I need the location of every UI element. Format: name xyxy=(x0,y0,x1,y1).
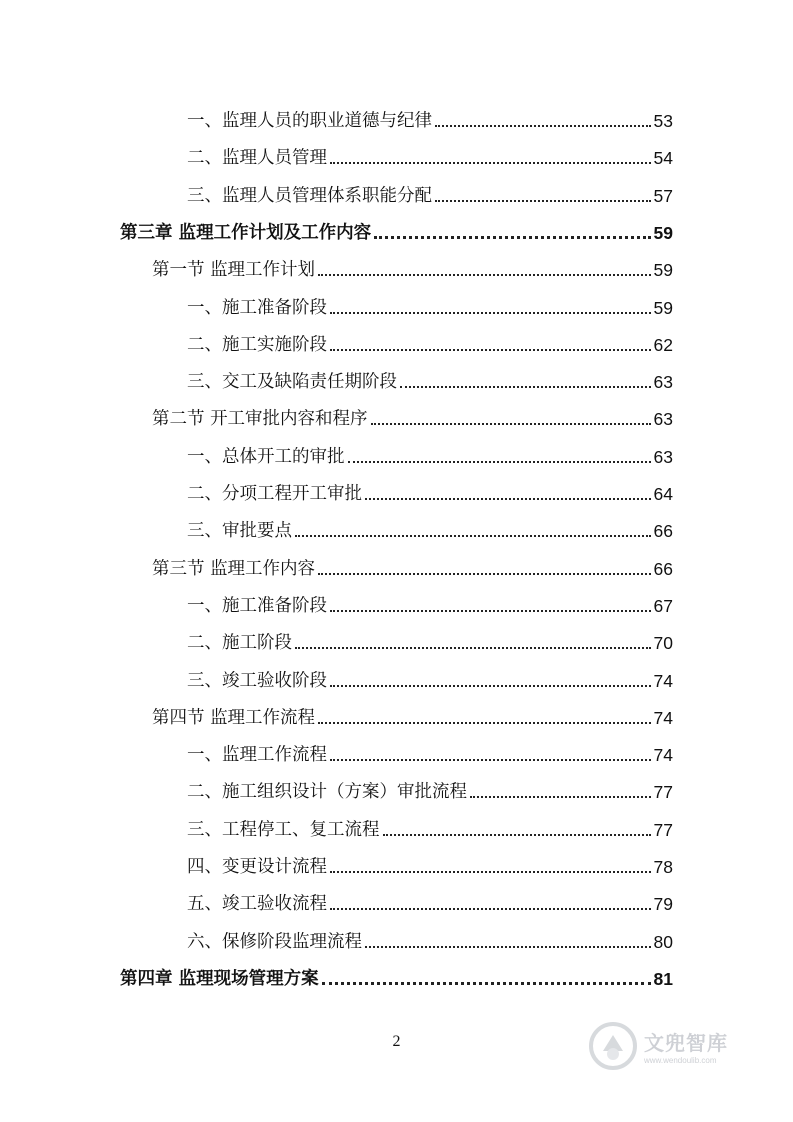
toc-entry-title: 二、施工实施阶段 xyxy=(187,334,327,355)
toc-entry[interactable] xyxy=(187,291,673,319)
toc-leader-dots xyxy=(330,312,651,314)
toc-entry-title: 三、工程停工、复工流程 xyxy=(187,819,380,840)
toc-entry[interactable] xyxy=(187,328,673,356)
toc-entry-title: 第二节 开工审批内容和程序 xyxy=(152,409,368,430)
toc-leader-dots xyxy=(330,349,651,351)
toc-entry-title: 三、监理人员管理体系职能分配 xyxy=(187,185,432,206)
toc-entry-page: 80 xyxy=(653,931,673,952)
toc-entry[interactable] xyxy=(187,440,673,468)
toc-entry[interactable] xyxy=(187,813,673,841)
toc-entry-page: 63 xyxy=(653,372,673,393)
toc-leader-dots xyxy=(383,834,651,836)
toc-entry-title: 一、施工准备阶段 xyxy=(187,297,327,318)
toc-entry-page: 54 xyxy=(653,148,673,169)
toc-leader-dots xyxy=(365,946,651,948)
toc-entry-title: 一、施工准备阶段 xyxy=(187,595,327,616)
toc-entry-title: 第三节 监理工作内容 xyxy=(152,558,316,579)
toc-entry[interactable] xyxy=(187,887,673,915)
toc-entry-page: 64 xyxy=(653,484,673,504)
toc-entry-page: 59 xyxy=(653,260,673,281)
toc-leader-dots xyxy=(371,423,651,425)
toc-leader-dots xyxy=(295,535,651,537)
toc-entry-title: 第一节 监理工作计划 xyxy=(152,260,316,281)
toc-entry[interactable] xyxy=(187,850,673,878)
toc-entry-page: 74 xyxy=(653,745,673,766)
toc-entry-page: 59 xyxy=(653,222,673,243)
toc-leader-dots xyxy=(435,200,651,202)
toc-entry-page: 66 xyxy=(653,521,673,542)
toc-entry-title: 一、监理人员的职业道德与纪律 xyxy=(187,111,432,131)
toc-leader-dots xyxy=(348,461,651,463)
toc-entry[interactable] xyxy=(120,216,673,244)
toc-leader-dots xyxy=(318,722,650,724)
toc-entry-page: 77 xyxy=(653,819,673,840)
toc-entry-title: 三、交工及缺陷责任期阶段 xyxy=(187,372,397,393)
toc-entry-title: 二、施工阶段 xyxy=(187,633,292,654)
toc-entry[interactable] xyxy=(187,141,673,169)
toc-entry[interactable] xyxy=(120,962,673,990)
toc-entry[interactable] xyxy=(152,253,673,281)
toc-entry-title: 一、总体开工的审批 xyxy=(187,446,345,467)
toc-entry[interactable] xyxy=(187,179,673,207)
toc-leader-dots xyxy=(330,908,651,910)
toc-leader-dots xyxy=(318,274,650,276)
toc-entry-page: 63 xyxy=(653,409,673,430)
toc-entry[interactable] xyxy=(187,775,673,803)
toc-entry-page: 62 xyxy=(653,334,673,355)
toc-entry-title: 第四节 监理工作流程 xyxy=(152,707,316,728)
toc-entry-page: 78 xyxy=(653,857,673,877)
toc-entry[interactable] xyxy=(187,514,673,542)
toc-leader-dots xyxy=(322,982,651,985)
toc-entry-page: 70 xyxy=(653,633,673,654)
toc-entry-title: 四、变更设计流程 xyxy=(187,857,327,877)
toc-entry[interactable] xyxy=(152,701,673,729)
toc-entry-page: 74 xyxy=(653,670,673,691)
toc-entry[interactable] xyxy=(187,925,673,953)
toc-leader-dots xyxy=(400,386,651,388)
toc-leader-dots xyxy=(330,610,651,612)
toc-leader-dots xyxy=(374,236,650,239)
toc-entry-page: 63 xyxy=(653,446,673,467)
toc-entry-page: 59 xyxy=(653,297,673,318)
toc-entry-page: 79 xyxy=(653,894,673,915)
toc-leader-dots xyxy=(470,796,651,798)
toc-entry-page: 67 xyxy=(653,595,673,616)
toc-leader-dots xyxy=(330,685,651,687)
watermark-subtitle: www.wendoulib.com xyxy=(644,1056,717,1065)
toc-entry-title: 第三章 监理工作计划及工作内容 xyxy=(120,222,372,243)
toc-entry-title: 第四章 监理现场管理方案 xyxy=(120,968,319,989)
toc-entry-page: 74 xyxy=(653,707,673,728)
toc-leader-dots xyxy=(435,125,651,127)
toc-leader-dots xyxy=(365,498,651,500)
toc-entry-page: 81 xyxy=(653,968,673,989)
toc-leader-dots xyxy=(295,647,651,649)
page-number: 2 xyxy=(392,1033,401,1050)
watermark-title: 文兜智库 xyxy=(644,1031,728,1055)
watermark-logo-icon xyxy=(588,1021,638,1071)
toc-leader-dots xyxy=(330,162,651,164)
toc-entry[interactable] xyxy=(187,664,673,692)
toc-entry-page: 53 xyxy=(653,111,673,131)
toc-entry[interactable] xyxy=(187,477,673,505)
toc-entry[interactable] xyxy=(187,738,673,766)
toc-leader-dots xyxy=(330,759,651,761)
toc-entry-page: 77 xyxy=(653,782,673,803)
toc-entry[interactable] xyxy=(187,365,673,393)
toc-entry-title: 二、施工组织设计（方案）审批流程 xyxy=(187,782,467,803)
toc-entry[interactable] xyxy=(152,402,673,430)
toc-entry[interactable] xyxy=(152,552,673,580)
toc-entry-title: 一、监理工作流程 xyxy=(187,745,327,766)
toc-leader-dots xyxy=(330,871,651,873)
toc-entry-title: 三、竣工验收阶段 xyxy=(187,670,327,691)
toc-entry[interactable] xyxy=(187,589,673,617)
toc-entry-page: 66 xyxy=(653,558,673,579)
toc-entry-title: 二、监理人员管理 xyxy=(187,148,327,169)
toc-entry-title: 五、竣工验收流程 xyxy=(187,894,327,915)
toc-entry-title: 二、分项工程开工审批 xyxy=(187,484,362,504)
toc-entry-title: 六、保修阶段监理流程 xyxy=(187,931,362,952)
toc-entry-page: 57 xyxy=(653,185,673,206)
toc-leader-dots xyxy=(318,573,650,575)
toc-entry[interactable] xyxy=(187,104,673,132)
toc-entry-title: 三、审批要点 xyxy=(187,521,292,542)
watermark xyxy=(588,1018,758,1074)
toc-entry[interactable] xyxy=(187,626,673,654)
